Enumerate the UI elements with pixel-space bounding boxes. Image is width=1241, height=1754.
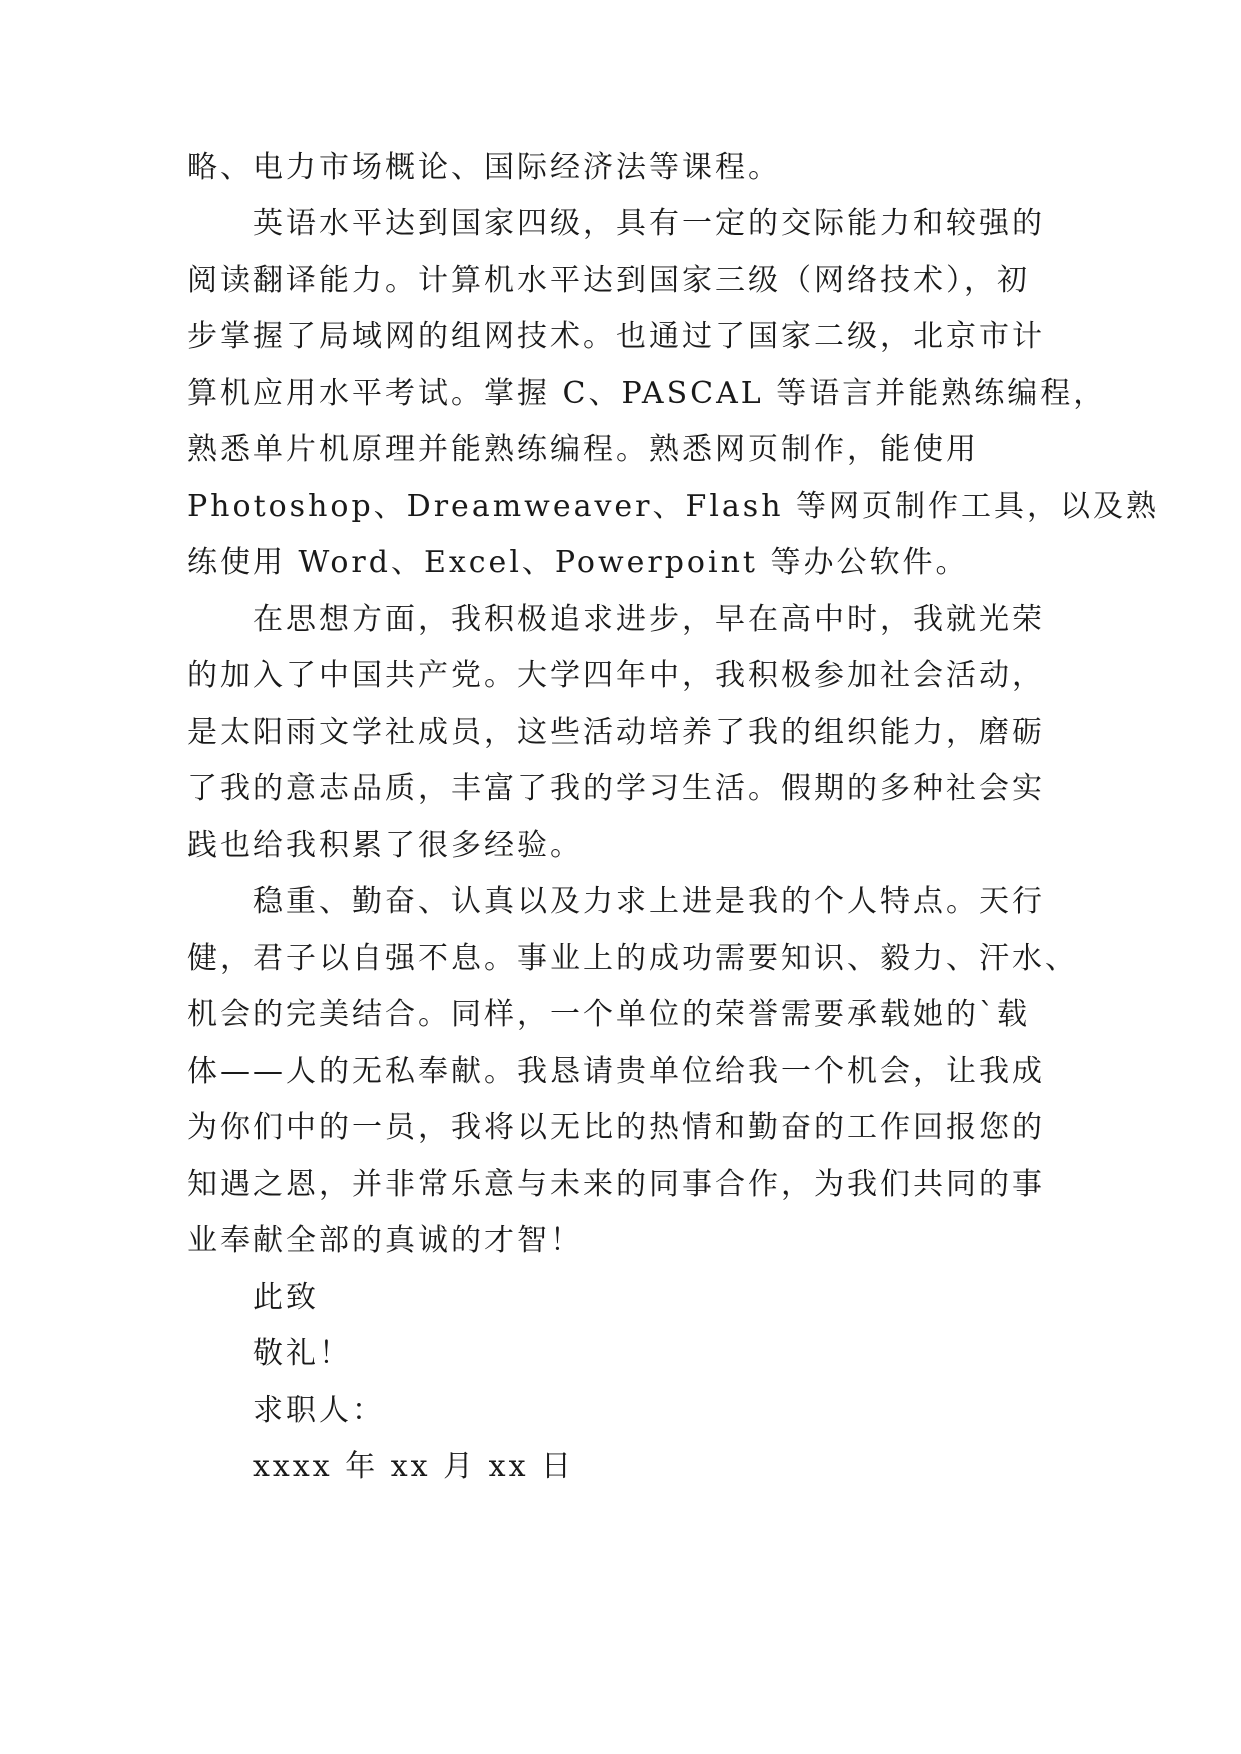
text-line-17: 体——人的无私奉献。我恳请贵单位给我一个机会，让我成 [187, 1054, 1045, 1089]
signature-label: 求职人： [253, 1393, 385, 1428]
text-line-3: 阅读翻译能力。计算机水平达到国家三级（网络技术），初 [187, 263, 1030, 298]
date-line: xxxx 年 xx 月 xx 日 [253, 1449, 575, 1484]
closing-salutation: 此致 [253, 1280, 319, 1315]
text-line-18: 为你们中的一员，我将以无比的热情和勤奋的工作回报您的 [187, 1110, 1045, 1145]
text-line-8: 练使用 Word、Excel、Powerpoint 等办公软件。 [187, 545, 969, 580]
text-line-1: 略、电力市场概论、国际经济法等课程。 [187, 150, 781, 185]
text-line-4: 步掌握了局域网的组网技术。也通过了国家二级，北京市计 [187, 319, 1045, 354]
text-line-10: 的加入了中国共产党。大学四年中，我积极参加社会活动， [187, 658, 1045, 693]
text-line-12: 了我的意志品质，丰富了我的学习生活。假期的多种社会实 [187, 771, 1045, 806]
text-line-20: 业奉献全部的真诚的才智！ [187, 1223, 583, 1258]
text-line-9: 在思想方面，我积极追求进步，早在高中时，我就光荣 [253, 602, 1045, 637]
text-line-15: 健，君子以自强不息。事业上的成功需要知识、毅力、汗水、 [187, 941, 1078, 976]
text-line-14: 稳重、勤奋、认真以及力求上进是我的个人特点。天行 [253, 884, 1045, 919]
text-line-19: 知遇之恩，并非常乐意与未来的同事合作，为我们共同的事 [187, 1167, 1045, 1202]
text-line-7: Photoshop、Dreamweaver、Flash 等网页制作工具，以及熟 [187, 489, 1160, 524]
text-line-5: 算机应用水平考试。掌握 C、PASCAL 等语言并能熟练编程， [187, 376, 1107, 411]
text-line-6: 熟悉单片机原理并能熟练编程。熟悉网页制作，能使用 [187, 432, 979, 467]
text-line-2: 英语水平达到国家四级，具有一定的交际能力和较强的 [253, 206, 1045, 241]
text-line-16: 机会的完美结合。同样，一个单位的荣誉需要承载她的`载 [187, 997, 1030, 1032]
text-line-11: 是太阳雨文学社成员，这些活动培养了我的组织能力，磨砺 [187, 715, 1045, 750]
text-line-13: 践也给我积累了很多经验。 [187, 828, 583, 863]
closing-regards: 敬礼！ [253, 1336, 352, 1371]
